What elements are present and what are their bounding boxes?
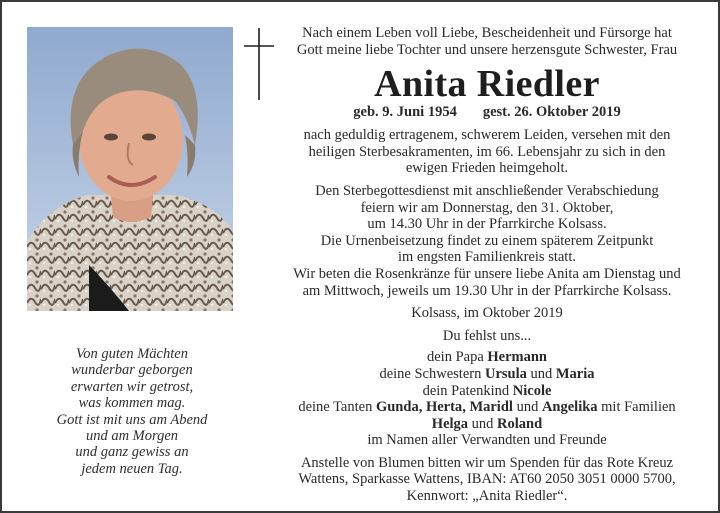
mourner-aunts: deine Tanten Gunda, Herta, Maridl und Angelika mit Familien bbox=[298, 399, 676, 416]
donation-line: Anstelle von Blumen bitten wir um Spenden für das Rote Kreuz bbox=[300, 454, 674, 471]
death-date: gest. 26. Oktober 2019 bbox=[482, 104, 621, 121]
conjunction: und bbox=[471, 415, 494, 432]
mourner-prefix: dein Patenkind bbox=[422, 382, 510, 399]
portrait-photo bbox=[27, 27, 233, 311]
farewell: Du fehlst uns... bbox=[442, 327, 532, 344]
poem-line: und ganz gewiss an bbox=[75, 444, 189, 461]
mourner-prefix: deine Tanten bbox=[298, 399, 373, 416]
mourner-name: Maridl bbox=[469, 399, 513, 416]
mourner-helga-roland bbox=[272, 416, 702, 433]
poem-line: Von guten Mächten bbox=[76, 346, 188, 362]
birth-date: geb. 9. Juni 1954 bbox=[353, 104, 457, 121]
donation-line: Wattens, Sparkasse Wattens, IBAN: AT60 2050 3051 0000 5700, bbox=[298, 471, 676, 488]
mourners-list bbox=[272, 349, 702, 449]
service-line: Den Sterbegottesdienst mit anschließender Verabschiedung bbox=[315, 182, 659, 199]
mourner-name: Helga bbox=[431, 415, 469, 432]
passing-line: ewigen Frieden heimgeholt. bbox=[405, 160, 569, 177]
mourner-papa bbox=[272, 349, 702, 366]
service-line: am Mittwoch, jeweils um 19.30 Uhr in der Pfarrkirche Kolsass. bbox=[302, 282, 672, 299]
service-line: feiern wir am Donnerstag, den 31. Oktober, bbox=[360, 199, 614, 216]
mourner-prefix: deine Schwestern bbox=[379, 365, 482, 382]
mourner-name: Hermann bbox=[487, 349, 547, 366]
mourner-name: Gunda bbox=[375, 399, 419, 416]
mourner-sisters bbox=[272, 366, 702, 383]
intro-line: Nach einem Leben voll Liebe, Bescheidenheit und Fürsorge hat bbox=[302, 25, 672, 41]
poem bbox=[32, 346, 232, 477]
latin-cross-icon bbox=[242, 28, 276, 100]
mourner-name: Nicole bbox=[512, 382, 552, 399]
service-text bbox=[272, 183, 702, 299]
service-line: um 14.30 Uhr in der Pfarrkirche Kolsass. bbox=[367, 216, 607, 233]
donation-text bbox=[272, 455, 702, 505]
mourner-godchild bbox=[272, 383, 702, 400]
conjunction: und bbox=[516, 399, 539, 416]
service-line: Die Urnenbeisetzung findet zu einem späterem Zeitpunkt bbox=[320, 232, 654, 249]
intro-line: Gott meine liebe Tochter und unsere herzensgute Schwester, Frau bbox=[296, 41, 678, 58]
mourner-name: Ursula bbox=[484, 365, 527, 382]
poem-line: was kommen mag. bbox=[78, 395, 186, 412]
passing-line: nach geduldig ertragenem, schwerem Leiden, versehen mit den bbox=[303, 127, 671, 144]
service-line: Wir beten die Rosenkränze für unsere liebe Anita am Dienstag und bbox=[293, 265, 681, 282]
service-line: im engsten Familienkreis statt. bbox=[397, 249, 576, 266]
poem-line: jedem neuen Tag. bbox=[81, 460, 183, 477]
notice-text bbox=[272, 24, 702, 505]
mourner-name: Maria bbox=[555, 365, 595, 382]
intro bbox=[272, 25, 702, 58]
mourner-name: Angelika bbox=[541, 399, 598, 416]
poem-line: erwarten wir getrost, bbox=[70, 378, 194, 395]
deceased-name: Anita Riedler bbox=[374, 63, 600, 106]
life-dates bbox=[272, 104, 702, 121]
mourner-name: Herta bbox=[425, 399, 463, 416]
poem-line: und am Morgen bbox=[85, 428, 179, 445]
portrait-illustration bbox=[27, 27, 233, 311]
mourner-prefix: dein Papa bbox=[426, 349, 484, 366]
mourner-relatives: im Namen aller Verwandten und Freunde bbox=[367, 432, 607, 449]
place-date: Kolsass, im Oktober 2019 bbox=[411, 305, 563, 322]
mourner-suffix: mit Familien bbox=[601, 399, 676, 416]
poem-line: wunderbar geborgen bbox=[71, 362, 193, 379]
passing-text bbox=[272, 127, 702, 177]
conjunction: und bbox=[530, 365, 553, 382]
mourner-name: Roland bbox=[497, 415, 543, 432]
passing-line: heiligen Sterbesakramenten, im 66. Lebensjahr zu sich in den bbox=[308, 143, 666, 160]
poem-line: Gott ist mit uns am Abend bbox=[56, 411, 208, 428]
donation-line: Kennwort: „Anita Riedler“. bbox=[406, 488, 568, 505]
